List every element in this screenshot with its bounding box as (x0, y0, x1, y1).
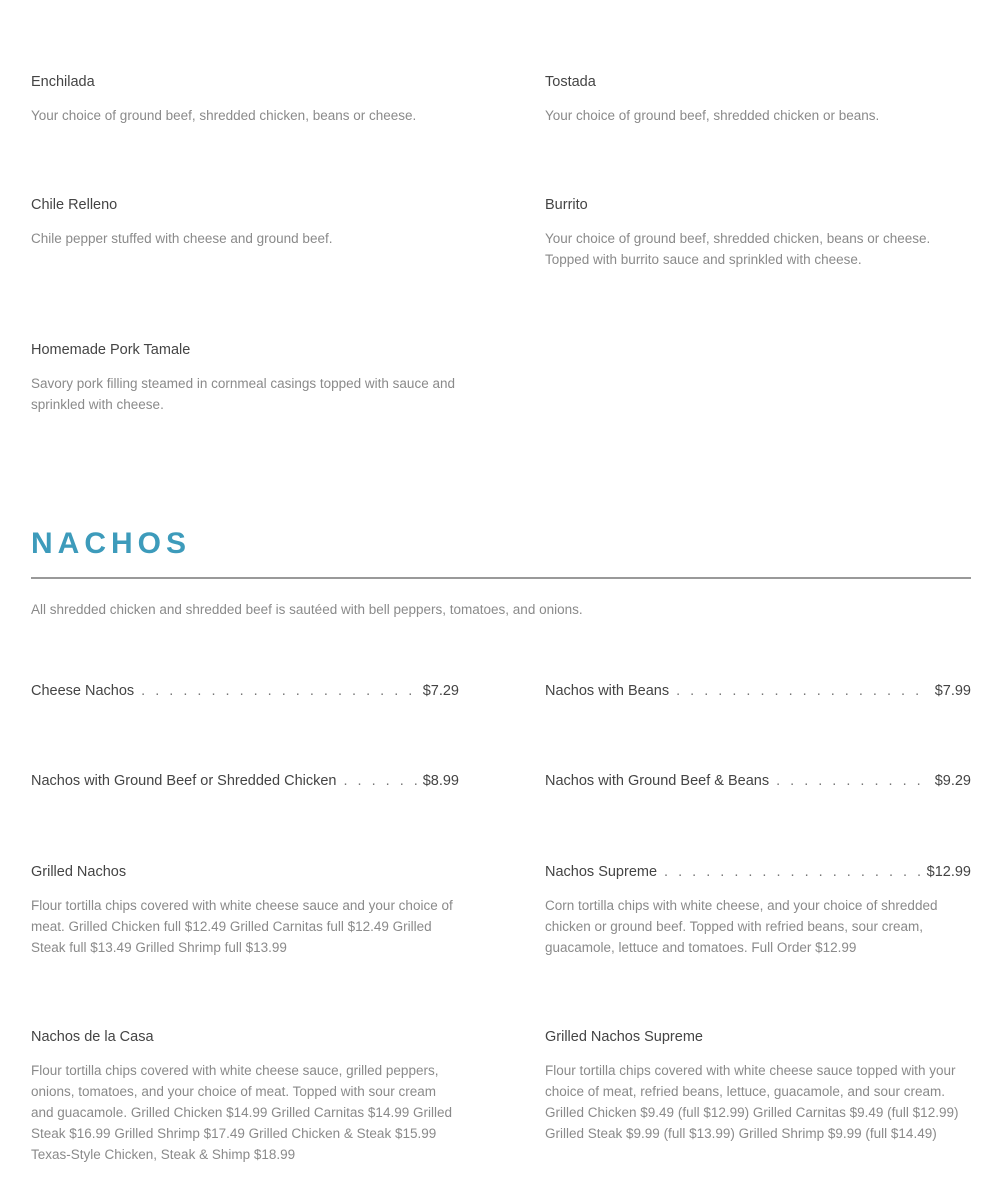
item-description: Your choice of ground beef, shredded chicken, beans or cheese. Topped with burrito sauce and sprinkled with cheese. (545, 231, 931, 267)
item-name: Enchilada (31, 74, 95, 90)
item-price: $12.99 (926, 864, 971, 880)
menu-item-nachos-de-la-casa (31, 1027, 459, 1165)
menu-item-cheese-nachos (31, 681, 459, 701)
menu-item-nachos-beef-beans (545, 771, 971, 791)
item-name: Cheese Nachos (31, 683, 135, 699)
item-description: Flour tortilla chips covered with white cheese sauce and your choice of meat. Grilled Chicken full $12.49 Grilled Carnitas full $12.49 Grilled Steak full $13.49 Grilled Shrimp full $13.99 (31, 898, 453, 955)
menu-item-nachos-beef-chicken (31, 771, 459, 791)
item-description: Flour tortilla chips covered with white cheese sauce topped with your choice of meat, refried beans, lettuce, guacamole, and sour cream. Grilled Chicken $9.49 (full $12.99) Grilled Carnitas $9.49 (full $12.99) Grilled Steak $9.99 (full $13.99) Grilled Shrimp $9.99 (full $14.49) (545, 1063, 959, 1141)
menu-item-tostada (545, 72, 971, 126)
menu-item-nachos-beans (545, 681, 971, 701)
section-intro: All shredded chicken and shredded beef is sautéed with bell peppers, tomatoes, and onions. (31, 602, 583, 617)
menu-item-pork-tamale (31, 340, 459, 415)
item-name: Homemade Pork Tamale (31, 342, 191, 358)
item-price: $7.99 (934, 683, 971, 699)
menu-item-nachos-supreme (545, 862, 971, 958)
item-description: Corn tortilla chips with white cheese, and your choice of shredded chicken or ground beef. Topped with refried beans, sour cream, guacamole, lettuce and tomatoes. Full Order $12.99 (545, 898, 938, 955)
item-name: Burrito (545, 197, 588, 213)
item-description: Chile pepper stuffed with cheese and ground beef. (31, 231, 333, 246)
menu-item-chile-relleno (31, 195, 459, 249)
item-name: Nachos Supreme (545, 864, 658, 880)
dot-leader (343, 771, 417, 791)
dot-leader (141, 681, 418, 701)
item-name: Nachos with Beans (545, 683, 670, 699)
dot-leader (676, 681, 930, 701)
item-name: Tostada (545, 74, 596, 90)
menu-item-enchilada (31, 72, 459, 126)
item-description: Flour tortilla chips covered with white cheese sauce, grilled peppers, onions, tomatoes, and your choice of meat. Topped with sour cream and guacamole. Grilled Chicken $14.99 Grilled Carnitas $14.99 Grilled Steak $16.99 Grilled Shrimp $17.49 Grilled Chicken & Steak $15.99 Texas-Style Chicken, Steak & Shimp $18.99 (31, 1063, 452, 1162)
dot-leader (664, 862, 922, 882)
menu-item-grilled-nachos-supreme (545, 1027, 971, 1144)
section-title: NACHOS (31, 527, 192, 560)
item-description: Your choice of ground beef, shredded chicken, beans or cheese. (31, 108, 417, 123)
menu-item-burrito (545, 195, 971, 270)
item-name: Nachos with Ground Beef or Shredded Chicken (31, 773, 337, 789)
item-name: Nachos with Ground Beef & Beans (545, 773, 770, 789)
menu-item-grilled-nachos (31, 862, 459, 958)
item-description: Savory pork filling steamed in cornmeal casings topped with sauce and sprinkled with cheese. (31, 376, 455, 412)
item-name: Chile Relleno (31, 197, 118, 213)
item-name: Nachos de la Casa (31, 1029, 154, 1045)
item-price: $9.29 (934, 773, 971, 789)
item-price: $8.99 (422, 773, 459, 789)
item-name: Grilled Nachos Supreme (545, 1029, 703, 1045)
item-description: Your choice of ground beef, shredded chicken or beans. (545, 108, 880, 123)
section-divider (31, 577, 971, 579)
dot-leader (776, 771, 930, 791)
item-price: $7.29 (422, 683, 459, 699)
item-name: Grilled Nachos (31, 864, 127, 880)
